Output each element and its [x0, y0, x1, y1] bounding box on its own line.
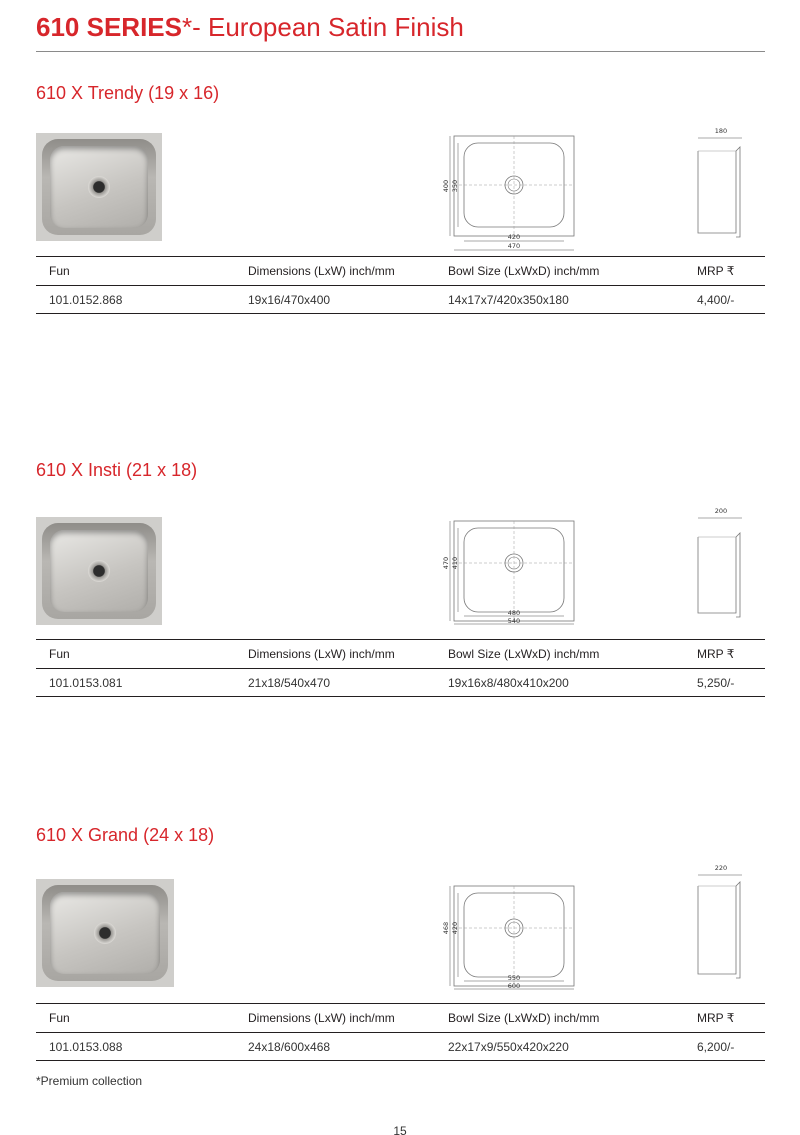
plan-drawing [436, 133, 582, 258]
product-dimensions: 19x16/470x400 [235, 286, 435, 314]
outer-height-label: 470 [442, 556, 450, 570]
product-code: 101.0153.081 [36, 669, 235, 697]
outer-height-label: 400 [442, 179, 450, 193]
header-bowl-size: Bowl Size (LxWxD) inch/mm [435, 1004, 684, 1033]
header-dimensions: Dimensions (LxW) inch/mm [235, 1004, 435, 1033]
bowl-width-label: 550 [507, 974, 521, 982]
header-mrp: MRP ₹ [684, 1004, 765, 1033]
table-header-row [36, 640, 765, 669]
bowl-height-label: 410 [451, 556, 459, 570]
header-dimensions: Dimensions (LxW) inch/mm [235, 640, 435, 669]
page-number: 15 [393, 1124, 407, 1135]
product-code: 101.0153.088 [36, 1033, 235, 1061]
header-bowl-size: Bowl Size (LxWxD) inch/mm [435, 640, 684, 669]
header-fun: Fun [36, 1004, 235, 1033]
outer-width-label: 600 [507, 982, 521, 990]
product-heading: 610 X Insti (21 x 18) [36, 460, 198, 480]
product-bowl-size: 14x17x7/420x350x180 [435, 286, 684, 314]
product-section [0, 825, 800, 1085]
table-header-row [36, 257, 765, 286]
product-dimensions: 24x18/600x468 [235, 1033, 435, 1061]
title-divider [36, 51, 765, 52]
drain-icon [88, 176, 110, 198]
table-header-row [36, 1004, 765, 1033]
depth-label: 200 [714, 507, 728, 515]
side-drawing [690, 505, 750, 630]
plan-drawing [436, 883, 582, 1008]
plan-drawing [436, 518, 582, 643]
bowl-width-label: 480 [507, 609, 521, 617]
header-fun: Fun [36, 640, 235, 669]
side-drawing [690, 862, 750, 987]
sink-photo [36, 133, 162, 241]
page-title [36, 12, 464, 43]
bowl-height-label: 350 [451, 179, 459, 193]
product-section [0, 460, 800, 720]
drain-icon [88, 560, 110, 582]
sink-photo [36, 879, 174, 987]
table-row [36, 669, 765, 697]
footnote: *Premium collection [36, 1074, 143, 1088]
product-section [0, 83, 800, 343]
outer-height-label: 468 [442, 921, 450, 935]
product-heading: 610 X Grand (24 x 18) [36, 825, 215, 845]
header-fun: Fun [36, 257, 235, 286]
drain-icon [94, 922, 116, 944]
header-bowl-size: Bowl Size (LxWxD) inch/mm [435, 257, 684, 286]
depth-label: 220 [714, 864, 728, 872]
spec-table [36, 639, 765, 697]
bowl-width-label: 420 [507, 233, 521, 241]
outer-width-label: 540 [507, 617, 521, 625]
sink-photo [36, 517, 162, 625]
header-mrp: MRP ₹ [684, 640, 765, 669]
header-dimensions: Dimensions (LxW) inch/mm [235, 257, 435, 286]
series-name: 610 SERIES [36, 12, 182, 42]
bowl-height-label: 420 [451, 921, 459, 935]
product-bowl-size: 19x16x8/480x410x200 [435, 669, 684, 697]
side-drawing [690, 125, 750, 250]
product-heading: 610 X Trendy (19 x 16) [36, 83, 220, 103]
spec-table [36, 256, 765, 314]
series-finish: *- European Satin Finish [181, 12, 464, 42]
depth-label: 180 [714, 127, 728, 135]
table-row [36, 1033, 765, 1061]
product-bowl-size: 22x17x9/550x420x220 [435, 1033, 684, 1061]
product-dimensions: 21x18/540x470 [235, 669, 435, 697]
spec-table [36, 1003, 765, 1061]
product-mrp: 5,250/- [684, 669, 765, 697]
product-mrp: 4,400/- [684, 286, 765, 314]
outer-width-label: 470 [507, 242, 521, 250]
product-mrp: 6,200/- [684, 1033, 765, 1061]
table-row [36, 286, 765, 314]
product-code: 101.0152.868 [36, 286, 235, 314]
header-mrp: MRP ₹ [684, 257, 765, 286]
